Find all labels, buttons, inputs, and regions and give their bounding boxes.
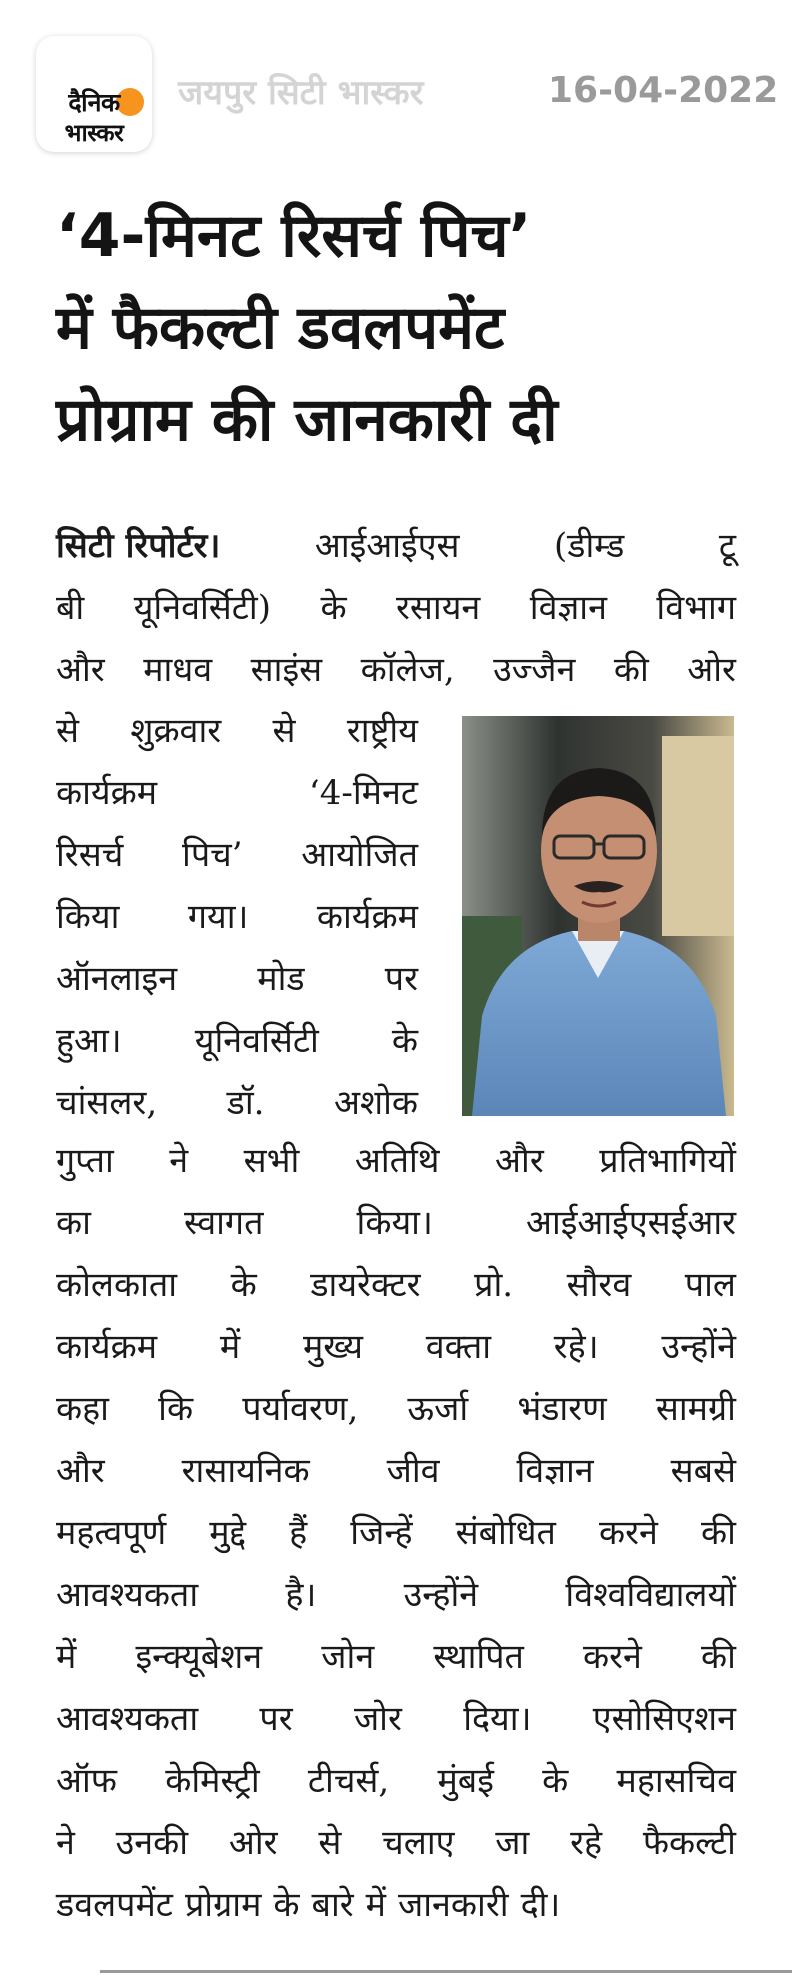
article-word: माधव <box>143 650 213 690</box>
article-line <box>56 700 418 762</box>
headline-line: ‘4-मिनट रिसर्च पिच’ <box>56 201 532 271</box>
article-word: जानकारी <box>398 1885 509 1925</box>
article-word: टीचर्स, <box>307 1761 390 1801</box>
article-word: अशोक <box>333 1083 418 1123</box>
article-word: मुख्य <box>302 1327 363 1367</box>
article-line <box>56 1378 736 1440</box>
article-word: पिच’ <box>182 835 243 875</box>
article-word: जोर <box>353 1699 402 1739</box>
article-word: विभाग <box>656 588 736 628</box>
article-word: सौरव <box>566 1265 632 1305</box>
article-line <box>56 1010 418 1072</box>
article-word: मुंबई <box>437 1761 494 1801</box>
article-word: ‘4-मिनट <box>308 773 418 813</box>
article-word: टू <box>718 526 736 566</box>
article-word: रहे। <box>553 1327 599 1367</box>
article-word: विज्ञान <box>516 1451 594 1491</box>
article-word: कार्यक्रम <box>56 773 158 813</box>
portrait-photo-image <box>462 716 734 1116</box>
article-word: आईआईएसईआर <box>525 1203 736 1243</box>
article-word: पर <box>384 959 418 999</box>
article-word: उज्जैन <box>493 650 576 690</box>
article-line <box>56 1130 736 1192</box>
article-word: से <box>318 1823 342 1863</box>
article-line <box>56 762 418 824</box>
article-word: साइंस <box>250 650 323 690</box>
article-word: आईआईएस <box>314 526 460 566</box>
headline-line: प्रोग्राम की जानकारी दी <box>56 385 558 455</box>
article-word: उन्होंने <box>403 1575 479 1615</box>
clipping-bottom-rule <box>100 1970 792 1973</box>
article-word: और <box>56 650 105 690</box>
article-word: मुद्दे <box>209 1513 247 1553</box>
article-word: प्रो. <box>474 1265 514 1305</box>
article-word: शुक्रवार <box>130 711 222 751</box>
article-body-bottom <box>56 1130 736 1936</box>
article-word: कहा <box>56 1389 109 1429</box>
article-line <box>56 948 418 1010</box>
article-word: ने <box>56 1823 75 1863</box>
article-line <box>56 1192 736 1254</box>
article-word: वक्ता <box>425 1327 492 1367</box>
article-word: सामग्री <box>655 1389 736 1429</box>
article-word: (डीम्ड <box>554 526 625 566</box>
article-line <box>56 1440 736 1502</box>
article-word: सभी <box>243 1141 300 1181</box>
article-word: इन्क्यूबेशन <box>135 1637 263 1677</box>
article-word: आवश्यकता <box>56 1575 199 1615</box>
article-word: जिन्हें <box>350 1513 413 1553</box>
article-line <box>56 577 736 639</box>
article-line <box>56 1072 418 1134</box>
article-word: के <box>230 1265 257 1305</box>
article-byline: सिटी रिपोर्टर। <box>56 526 221 566</box>
article-line <box>56 1316 736 1378</box>
article-word: डायरेक्टर <box>310 1265 421 1305</box>
article-word: है। <box>285 1575 317 1615</box>
article-word: केमिस्ट्री <box>165 1761 260 1801</box>
article-word: यूनिवर्सिटी <box>194 1021 319 1061</box>
article-photo <box>462 716 734 1116</box>
article-word: स्वागत <box>184 1203 264 1243</box>
article-word: हुआ। <box>56 1021 122 1061</box>
article-word: ओर <box>687 650 736 690</box>
article-word: महत्वपूर्ण <box>56 1513 167 1553</box>
article-line <box>56 1812 736 1874</box>
article-word: करने <box>599 1513 658 1553</box>
article-word: महासचिव <box>616 1761 736 1801</box>
article-word: के <box>391 1021 418 1061</box>
article-word: उनकी <box>115 1823 189 1863</box>
headline-line: में फैकल्टी डवलपमेंट <box>56 293 505 363</box>
article-word: जोन <box>321 1637 375 1677</box>
article-word: कोलकाता <box>56 1265 178 1305</box>
article-word: भंडारण <box>517 1389 607 1429</box>
article-word: ऑनलाइन <box>56 959 178 999</box>
clipping-header <box>0 0 792 170</box>
article-word: किया <box>56 897 120 937</box>
article-word: से <box>272 711 296 751</box>
logo-text-line2: भास्कर <box>64 119 124 147</box>
article-word: कॉलेज, <box>360 650 455 690</box>
article-word: करने <box>583 1637 642 1677</box>
article-word: पाल <box>684 1265 736 1305</box>
article-word: जा <box>495 1823 530 1863</box>
article-word: के <box>273 1885 300 1925</box>
article-word: मोड <box>257 959 305 999</box>
article-body-top <box>56 515 736 701</box>
article-word: डवलपमेंट <box>56 1885 173 1925</box>
article-word: बारे <box>311 1885 354 1925</box>
article-line <box>56 886 418 948</box>
article-word: बी <box>56 588 85 628</box>
article-word: आयोजित <box>301 835 418 875</box>
article-word: ओर <box>228 1823 278 1863</box>
article-word: चलाए <box>382 1823 455 1863</box>
article-word: में <box>365 1885 387 1925</box>
article-line <box>56 1750 736 1812</box>
article-word: किया। <box>356 1203 433 1243</box>
article-word: कार्यक्रम <box>56 1327 158 1367</box>
article-word: के <box>542 1761 569 1801</box>
article-word: रसायन <box>396 588 481 628</box>
article-word: कि <box>158 1389 194 1429</box>
article-word: विश्वविद्यालयों <box>565 1575 736 1615</box>
article-word: आवश्यकता <box>56 1699 199 1739</box>
article-word: ऑफ <box>56 1761 117 1801</box>
article-headline <box>56 190 756 466</box>
article-word: में <box>56 1637 77 1677</box>
article-word: प्रोग्राम <box>184 1885 262 1925</box>
article-word: हैं <box>289 1513 308 1553</box>
article-word: गया। <box>187 897 249 937</box>
article-word: और <box>495 1141 544 1181</box>
article-line <box>56 824 418 886</box>
article-line <box>56 639 736 701</box>
article-word: और <box>56 1451 105 1491</box>
article-word: रिसर्च <box>56 835 124 875</box>
article-word: प्रतिभागियों <box>599 1141 736 1181</box>
article-word: रासायनिक <box>181 1451 310 1491</box>
article-line <box>56 1564 736 1626</box>
article-word: गुप्ता <box>56 1141 114 1181</box>
article-word: के <box>320 588 347 628</box>
article-line <box>56 1254 736 1316</box>
article-body-beside-photo <box>56 700 418 1134</box>
publication-date: 16-04-2022 <box>548 70 779 111</box>
article-word: पर्यावरण, <box>242 1389 359 1429</box>
article-word: पर <box>259 1699 293 1739</box>
article-word: राष्ट्रीय <box>346 711 418 751</box>
article-word: चांसलर, <box>56 1083 158 1123</box>
newspaper-logo <box>36 36 152 152</box>
article-word: ने <box>169 1141 189 1181</box>
article-word: उन्होंने <box>661 1327 736 1367</box>
article-line <box>56 1874 736 1936</box>
article-word: अतिथि <box>354 1141 440 1181</box>
article-word: दी। <box>520 1885 561 1925</box>
article-word: डॉ. <box>226 1083 265 1123</box>
article-line <box>56 1688 736 1750</box>
edition-name: जयपुर सिटी भास्कर <box>178 73 424 113</box>
article-line <box>56 1502 736 1564</box>
article-line <box>56 515 736 577</box>
article-word: स्थापित <box>433 1637 524 1677</box>
article-word: एसोसिएशन <box>592 1699 736 1739</box>
logo-text-line1: दैनिक <box>68 88 120 117</box>
article-word: दिया। <box>463 1699 532 1739</box>
article-word: ऊर्जा <box>407 1389 469 1429</box>
article-word: की <box>613 650 649 690</box>
article-word: से <box>56 711 79 751</box>
article-word: रहे <box>570 1823 603 1863</box>
article-word: संबोधित <box>455 1513 556 1553</box>
article-word: विज्ञान <box>529 588 607 628</box>
article-word: जीव <box>386 1451 440 1491</box>
article-word: का <box>56 1203 91 1243</box>
article-word: फैकल्टी <box>642 1823 736 1863</box>
article-word: कार्यक्रम <box>316 897 418 937</box>
article-word: की <box>701 1637 736 1677</box>
article-word: में <box>219 1327 241 1367</box>
article-word: यूनिवर्सिटी) <box>133 588 271 628</box>
article-word: की <box>701 1513 736 1553</box>
article-word: सबसे <box>670 1451 736 1491</box>
article-line <box>56 1626 736 1688</box>
